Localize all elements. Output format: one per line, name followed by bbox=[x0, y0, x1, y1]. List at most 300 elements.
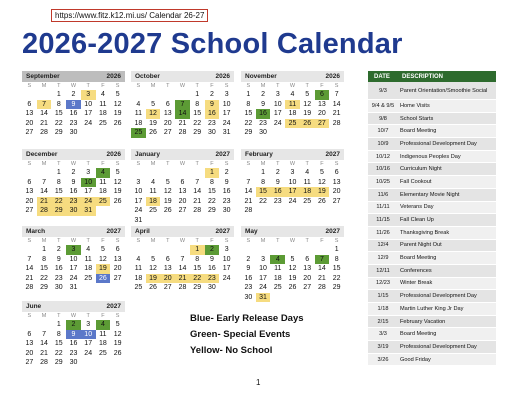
month-header bbox=[241, 226, 344, 237]
day-cell: 7 bbox=[42, 330, 47, 338]
day-cell: 5 bbox=[151, 100, 156, 108]
day-cell: 18 bbox=[288, 110, 297, 117]
day-cell: 31 bbox=[81, 206, 96, 216]
day-cell: 11 bbox=[285, 100, 300, 110]
event-description: Parent Orientation/Smoothie Social bbox=[400, 87, 488, 94]
day-cell: 19 bbox=[163, 197, 172, 205]
day-cell: 9 bbox=[205, 100, 220, 110]
event-date: 10/12 bbox=[376, 153, 390, 160]
day-cell: 13 bbox=[25, 340, 34, 347]
event-row bbox=[368, 214, 496, 227]
day-cell: 12 bbox=[113, 100, 122, 108]
day-cell: 30 bbox=[244, 293, 253, 301]
event-row bbox=[368, 82, 496, 100]
month-name: March bbox=[26, 228, 46, 235]
day-grid bbox=[241, 90, 344, 138]
day-cell: 31 bbox=[222, 129, 231, 136]
day-cell: 15 bbox=[54, 110, 63, 117]
event-row bbox=[368, 316, 496, 329]
empty-day bbox=[131, 90, 146, 100]
event-description: Board Meeting bbox=[400, 128, 437, 135]
day-cell: 23 bbox=[66, 197, 81, 207]
weekday-label: F bbox=[210, 161, 214, 167]
day-cell: 8 bbox=[261, 178, 266, 186]
event-row bbox=[368, 290, 496, 303]
day-cell: 19 bbox=[288, 274, 297, 282]
day-cell: 29 bbox=[208, 207, 216, 214]
event-date: 1/18 bbox=[377, 305, 389, 312]
day-cell: 8 bbox=[56, 178, 61, 186]
day-cell: 12 bbox=[113, 330, 122, 338]
day-cell: 28 bbox=[25, 284, 34, 291]
day-cell: 13 bbox=[163, 265, 172, 272]
day-cell: 21 bbox=[332, 110, 341, 117]
event-row bbox=[368, 125, 496, 138]
day-cell: 17 bbox=[222, 110, 231, 117]
day-cell: 5 bbox=[319, 169, 324, 176]
weekday-row bbox=[22, 160, 125, 168]
day-cell: 9 bbox=[224, 178, 229, 186]
day-cell: 26 bbox=[288, 284, 297, 291]
event-row bbox=[368, 189, 496, 202]
day-cell: 6 bbox=[27, 178, 32, 186]
legend-blue: Blue- Early Release Days bbox=[190, 313, 304, 324]
empty-day bbox=[146, 90, 161, 100]
day-cell: 24 bbox=[81, 197, 96, 207]
month-october bbox=[131, 71, 234, 138]
day-cell: 18 bbox=[84, 265, 93, 272]
event-row bbox=[368, 227, 496, 240]
day-cell: 21 bbox=[178, 119, 187, 127]
day-cell: 13 bbox=[332, 178, 341, 186]
weekday-label: W bbox=[70, 161, 77, 167]
day-cell: 10 bbox=[84, 100, 93, 108]
day-cell: 20 bbox=[163, 119, 172, 127]
day-cell: 24 bbox=[84, 349, 93, 357]
weekday-label: T bbox=[86, 161, 90, 167]
day-cell: 30 bbox=[69, 129, 78, 136]
empty-day bbox=[22, 245, 37, 255]
weekday-label: M bbox=[150, 238, 156, 244]
day-cell: 7 bbox=[246, 178, 251, 186]
weekday-label: W bbox=[289, 161, 296, 167]
event-row bbox=[368, 278, 496, 291]
day-cell: 10 bbox=[81, 330, 96, 340]
day-cell: 7 bbox=[37, 100, 52, 110]
day-cell: 18 bbox=[134, 274, 143, 282]
day-cell: 6 bbox=[305, 255, 310, 263]
weekday-label: S bbox=[115, 161, 120, 167]
day-cell: 8 bbox=[56, 330, 61, 338]
day-cell: 11 bbox=[303, 178, 311, 186]
events-rows bbox=[368, 82, 496, 366]
day-cell: 20 bbox=[303, 274, 312, 282]
day-cell: 15 bbox=[332, 265, 341, 272]
month-year: 2027 bbox=[215, 151, 230, 158]
day-cell: 27 bbox=[163, 129, 172, 136]
day-cell: 16 bbox=[244, 274, 253, 282]
empty-day bbox=[22, 90, 37, 100]
weekday-label: W bbox=[179, 83, 186, 89]
weekday-label: W bbox=[289, 238, 296, 244]
day-cell: 14 bbox=[318, 265, 326, 272]
day-cell: 27 bbox=[315, 119, 330, 129]
event-description: School Starts bbox=[400, 115, 434, 122]
day-cell: 13 bbox=[178, 188, 187, 195]
weekday-label: T bbox=[166, 83, 170, 89]
event-row bbox=[368, 100, 496, 113]
weekday-label: F bbox=[101, 83, 105, 89]
month-may bbox=[241, 226, 344, 302]
weekday-label: T bbox=[57, 83, 61, 89]
day-cell: 9 bbox=[56, 255, 61, 263]
weekday-label: T bbox=[195, 161, 199, 167]
day-cell: 3 bbox=[136, 178, 141, 186]
empty-day bbox=[270, 245, 285, 255]
event-date: 12/23 bbox=[376, 280, 390, 287]
day-cell: 26 bbox=[113, 197, 122, 205]
day-cell: 28 bbox=[40, 129, 48, 136]
day-cell: 10 bbox=[222, 100, 231, 108]
event-date: 2/15 bbox=[377, 318, 389, 325]
month-header bbox=[131, 226, 234, 237]
day-cell: 16 bbox=[208, 265, 216, 272]
event-description: Parent Night Out bbox=[400, 242, 442, 249]
day-cell: 30 bbox=[208, 129, 216, 136]
day-cell: 5 bbox=[305, 91, 310, 98]
day-cell: 2 bbox=[261, 91, 266, 98]
day-cell: 5 bbox=[165, 178, 170, 186]
day-cell: 22 bbox=[40, 274, 48, 282]
event-row bbox=[368, 328, 496, 341]
weekday-label: S bbox=[334, 161, 339, 167]
day-cell: 16 bbox=[222, 188, 231, 195]
day-cell: 25 bbox=[99, 349, 107, 357]
day-cell: 19 bbox=[113, 340, 122, 347]
day-cell: 26 bbox=[163, 207, 172, 214]
day-cell: 11 bbox=[99, 100, 107, 108]
empty-day bbox=[37, 320, 52, 330]
month-header bbox=[131, 71, 234, 82]
day-cell: 21 bbox=[175, 274, 190, 284]
day-cell: 2 bbox=[71, 169, 76, 176]
weekday-label: S bbox=[27, 83, 32, 89]
day-cell: 17 bbox=[84, 188, 93, 195]
event-description: Martin Luther King Jr Day bbox=[400, 305, 464, 312]
empty-day bbox=[37, 168, 52, 178]
weekday-label: M bbox=[260, 83, 266, 89]
day-cell: 25 bbox=[134, 284, 143, 291]
day-cell: 14 bbox=[244, 188, 253, 195]
day-cell: 17 bbox=[285, 187, 300, 197]
day-grid bbox=[131, 90, 234, 138]
event-date: 3/19 bbox=[377, 343, 389, 350]
day-cell: 3 bbox=[290, 169, 295, 176]
weekday-label: W bbox=[70, 313, 77, 319]
day-cell: 25 bbox=[273, 284, 282, 291]
day-cell: 5 bbox=[115, 91, 120, 98]
day-cell: 8 bbox=[246, 100, 251, 108]
day-cell: 18 bbox=[99, 188, 107, 195]
day-cell: 20 bbox=[25, 197, 34, 205]
day-cell: 8 bbox=[42, 255, 47, 263]
day-cell: 13 bbox=[113, 255, 122, 263]
weekday-label: S bbox=[246, 161, 251, 167]
day-cell: 4 bbox=[136, 100, 141, 108]
day-cell: 23 bbox=[222, 197, 231, 205]
day-cell: 28 bbox=[244, 207, 253, 214]
day-cell: 26 bbox=[300, 119, 315, 129]
day-cell: 11 bbox=[274, 265, 282, 272]
day-cell: 10 bbox=[69, 255, 78, 263]
day-cell: 12 bbox=[163, 188, 172, 195]
event-date: 9/3 bbox=[379, 87, 387, 94]
day-cell: 1 bbox=[334, 246, 339, 253]
month-year: 2027 bbox=[325, 228, 340, 235]
day-cell: 17 bbox=[259, 274, 267, 282]
day-cell: 6 bbox=[180, 178, 185, 186]
day-cell: 4 bbox=[96, 168, 111, 178]
weekday-label: W bbox=[289, 83, 296, 89]
event-date: 10/9 bbox=[377, 140, 389, 147]
event-description: Indigenous Peoples Day bbox=[400, 153, 461, 160]
day-cell: 3 bbox=[86, 321, 91, 328]
day-cell: 30 bbox=[259, 129, 267, 136]
day-cell: 15 bbox=[208, 188, 216, 195]
url-caption: https://www.fitz.k12.mi.us/ Calendar 26-27 bbox=[51, 9, 208, 22]
weekday-label: S bbox=[224, 238, 229, 244]
day-grid bbox=[131, 245, 234, 293]
event-description: Home Visits bbox=[400, 102, 430, 109]
event-description: Professional Development Day bbox=[400, 343, 477, 350]
day-cell: 12 bbox=[99, 255, 107, 263]
event-date: 9/4 & 9/5 bbox=[371, 102, 395, 109]
day-cell: 10 bbox=[273, 100, 282, 108]
weekday-label: T bbox=[276, 83, 280, 89]
empty-day bbox=[190, 168, 205, 178]
weekday-label: W bbox=[179, 238, 186, 244]
day-cell: 29 bbox=[40, 284, 48, 291]
day-cell: 20 bbox=[113, 265, 122, 272]
weekday-label: S bbox=[136, 83, 141, 89]
weekday-row bbox=[22, 237, 125, 245]
day-cell: 22 bbox=[208, 197, 216, 205]
empty-day bbox=[315, 245, 330, 255]
day-cell: 9 bbox=[246, 265, 251, 272]
day-cell: 9 bbox=[275, 178, 280, 186]
day-cell: 6 bbox=[334, 169, 339, 176]
event-date: 3/26 bbox=[377, 356, 389, 363]
event-row bbox=[368, 240, 496, 253]
empty-day bbox=[175, 168, 190, 178]
weekday-row bbox=[131, 82, 234, 90]
day-cell: 9 bbox=[209, 255, 214, 263]
day-cell: 20 bbox=[25, 119, 34, 127]
day-cell: 24 bbox=[288, 197, 297, 205]
empty-day bbox=[175, 245, 190, 255]
empty-day bbox=[175, 90, 190, 100]
weekday-label: S bbox=[246, 238, 251, 244]
event-description: Conferences bbox=[400, 267, 432, 274]
day-cell: 8 bbox=[334, 255, 339, 263]
weekday-label: S bbox=[27, 238, 32, 244]
month-header bbox=[22, 71, 125, 82]
day-cell: 30 bbox=[208, 284, 216, 291]
weekday-row bbox=[241, 82, 344, 90]
day-cell: 25 bbox=[96, 197, 111, 207]
day-cell: 21 bbox=[40, 349, 48, 357]
event-date: 1/15 bbox=[377, 293, 389, 300]
day-cell: 16 bbox=[270, 187, 285, 197]
day-cell: 20 bbox=[178, 197, 187, 205]
day-cell: 23 bbox=[54, 274, 63, 282]
day-cell: 4 bbox=[86, 246, 91, 253]
day-cell: 26 bbox=[96, 274, 111, 284]
weekday-label: S bbox=[246, 83, 251, 89]
day-cell: 15 bbox=[244, 110, 253, 117]
day-cell: 15 bbox=[54, 340, 63, 347]
day-cell: 14 bbox=[175, 109, 190, 119]
day-cell: 16 bbox=[256, 109, 271, 119]
day-cell: 10 bbox=[259, 265, 267, 272]
month-name: April bbox=[135, 228, 150, 235]
weekday-label: T bbox=[57, 313, 61, 319]
day-cell: 2 bbox=[205, 245, 220, 255]
weekday-label: M bbox=[41, 313, 47, 319]
day-grid bbox=[22, 168, 125, 216]
day-cell: 9 bbox=[261, 100, 266, 108]
day-cell: 17 bbox=[222, 265, 231, 272]
empty-day bbox=[300, 245, 315, 255]
empty-day bbox=[160, 245, 175, 255]
event-description: Good Friday bbox=[400, 356, 431, 363]
empty-day bbox=[241, 245, 256, 255]
day-cell: 14 bbox=[178, 265, 187, 272]
day-cell: 11 bbox=[99, 178, 107, 186]
day-cell: 4 bbox=[305, 169, 310, 176]
day-grid bbox=[22, 320, 125, 368]
day-cell: 19 bbox=[149, 119, 157, 127]
day-cell: 27 bbox=[113, 274, 122, 282]
weekday-label: T bbox=[195, 83, 199, 89]
day-cell: 22 bbox=[54, 119, 63, 127]
events-table-header bbox=[368, 71, 496, 82]
day-cell: 2 bbox=[71, 91, 76, 98]
day-cell: 5 bbox=[115, 321, 120, 328]
day-cell: 24 bbox=[134, 207, 143, 214]
weekday-label: F bbox=[210, 238, 214, 244]
event-description: Thanksgiving Break bbox=[400, 229, 450, 236]
description-column-header: DESCRIPTION bbox=[402, 73, 444, 80]
event-description: Fall Clean Up bbox=[400, 217, 434, 224]
day-cell: 17 bbox=[84, 340, 93, 347]
empty-day bbox=[256, 245, 271, 255]
weekday-label: S bbox=[136, 238, 141, 244]
day-cell: 6 bbox=[315, 90, 330, 100]
weekday-label: T bbox=[305, 83, 309, 89]
day-cell: 3 bbox=[66, 245, 81, 255]
month-name: June bbox=[26, 303, 42, 310]
day-cell: 9 bbox=[66, 100, 81, 110]
day-cell: 16 bbox=[69, 188, 78, 195]
day-cell: 1 bbox=[56, 169, 61, 176]
weekday-label: T bbox=[86, 238, 90, 244]
month-year: 2027 bbox=[215, 228, 230, 235]
weekday-label: S bbox=[224, 161, 229, 167]
day-cell: 21 bbox=[193, 197, 202, 205]
day-cell: 29 bbox=[332, 284, 341, 291]
day-cell: 1 bbox=[190, 245, 205, 255]
day-cell: 24 bbox=[84, 119, 93, 127]
day-cell: 13 bbox=[318, 100, 326, 108]
weekday-label: T bbox=[305, 238, 309, 244]
event-description: Fall Cookout bbox=[400, 178, 432, 185]
day-cell: 4 bbox=[100, 91, 105, 98]
weekday-label: T bbox=[57, 161, 61, 167]
event-description: Elementary Movie Night bbox=[400, 191, 460, 198]
day-grid bbox=[22, 90, 125, 138]
day-cell: 2 bbox=[56, 246, 61, 253]
day-cell: 17 bbox=[134, 197, 143, 205]
date-column-header: DATE bbox=[374, 73, 390, 80]
event-description: Professional Development Day bbox=[400, 293, 477, 300]
day-cell: 10 bbox=[222, 255, 231, 263]
day-cell: 24 bbox=[69, 274, 78, 282]
day-cell: 19 bbox=[146, 274, 161, 284]
day-cell: 21 bbox=[37, 197, 52, 207]
day-cell: 19 bbox=[315, 187, 330, 197]
weekday-label: F bbox=[320, 83, 324, 89]
day-cell: 1 bbox=[261, 169, 266, 176]
day-cell: 28 bbox=[178, 129, 187, 136]
day-cell: 2 bbox=[66, 320, 81, 330]
day-cell: 23 bbox=[205, 274, 220, 284]
day-cell: 15 bbox=[40, 265, 48, 272]
weekday-label: S bbox=[27, 161, 32, 167]
month-september bbox=[22, 71, 125, 138]
day-cell: 4 bbox=[136, 255, 141, 263]
event-row bbox=[368, 163, 496, 176]
weekday-label: F bbox=[101, 238, 105, 244]
event-date: 10/25 bbox=[376, 178, 390, 185]
day-cell: 7 bbox=[334, 91, 339, 98]
weekday-label: M bbox=[150, 83, 156, 89]
event-row bbox=[368, 354, 496, 367]
weekday-row bbox=[131, 160, 234, 168]
month-november bbox=[241, 71, 344, 138]
weekday-label: T bbox=[276, 238, 280, 244]
day-cell: 6 bbox=[115, 246, 120, 253]
page-number: 1 bbox=[256, 378, 261, 387]
day-cell: 3 bbox=[224, 91, 229, 98]
month-year: 2026 bbox=[106, 73, 121, 80]
month-header bbox=[241, 149, 344, 160]
day-cell: 16 bbox=[205, 109, 220, 119]
day-cell: 14 bbox=[193, 188, 202, 195]
event-date: 3/3 bbox=[379, 331, 387, 338]
day-cell: 27 bbox=[25, 129, 34, 136]
day-cell: 24 bbox=[222, 274, 231, 282]
day-cell: 15 bbox=[54, 188, 63, 195]
event-date: 11/6 bbox=[377, 191, 389, 198]
day-cell: 17 bbox=[69, 265, 78, 272]
day-cell: 25 bbox=[131, 128, 146, 138]
event-row bbox=[368, 202, 496, 215]
day-cell: 5 bbox=[115, 169, 120, 176]
day-cell: 17 bbox=[84, 110, 93, 117]
day-cell: 26 bbox=[113, 119, 122, 127]
month-header bbox=[22, 149, 125, 160]
